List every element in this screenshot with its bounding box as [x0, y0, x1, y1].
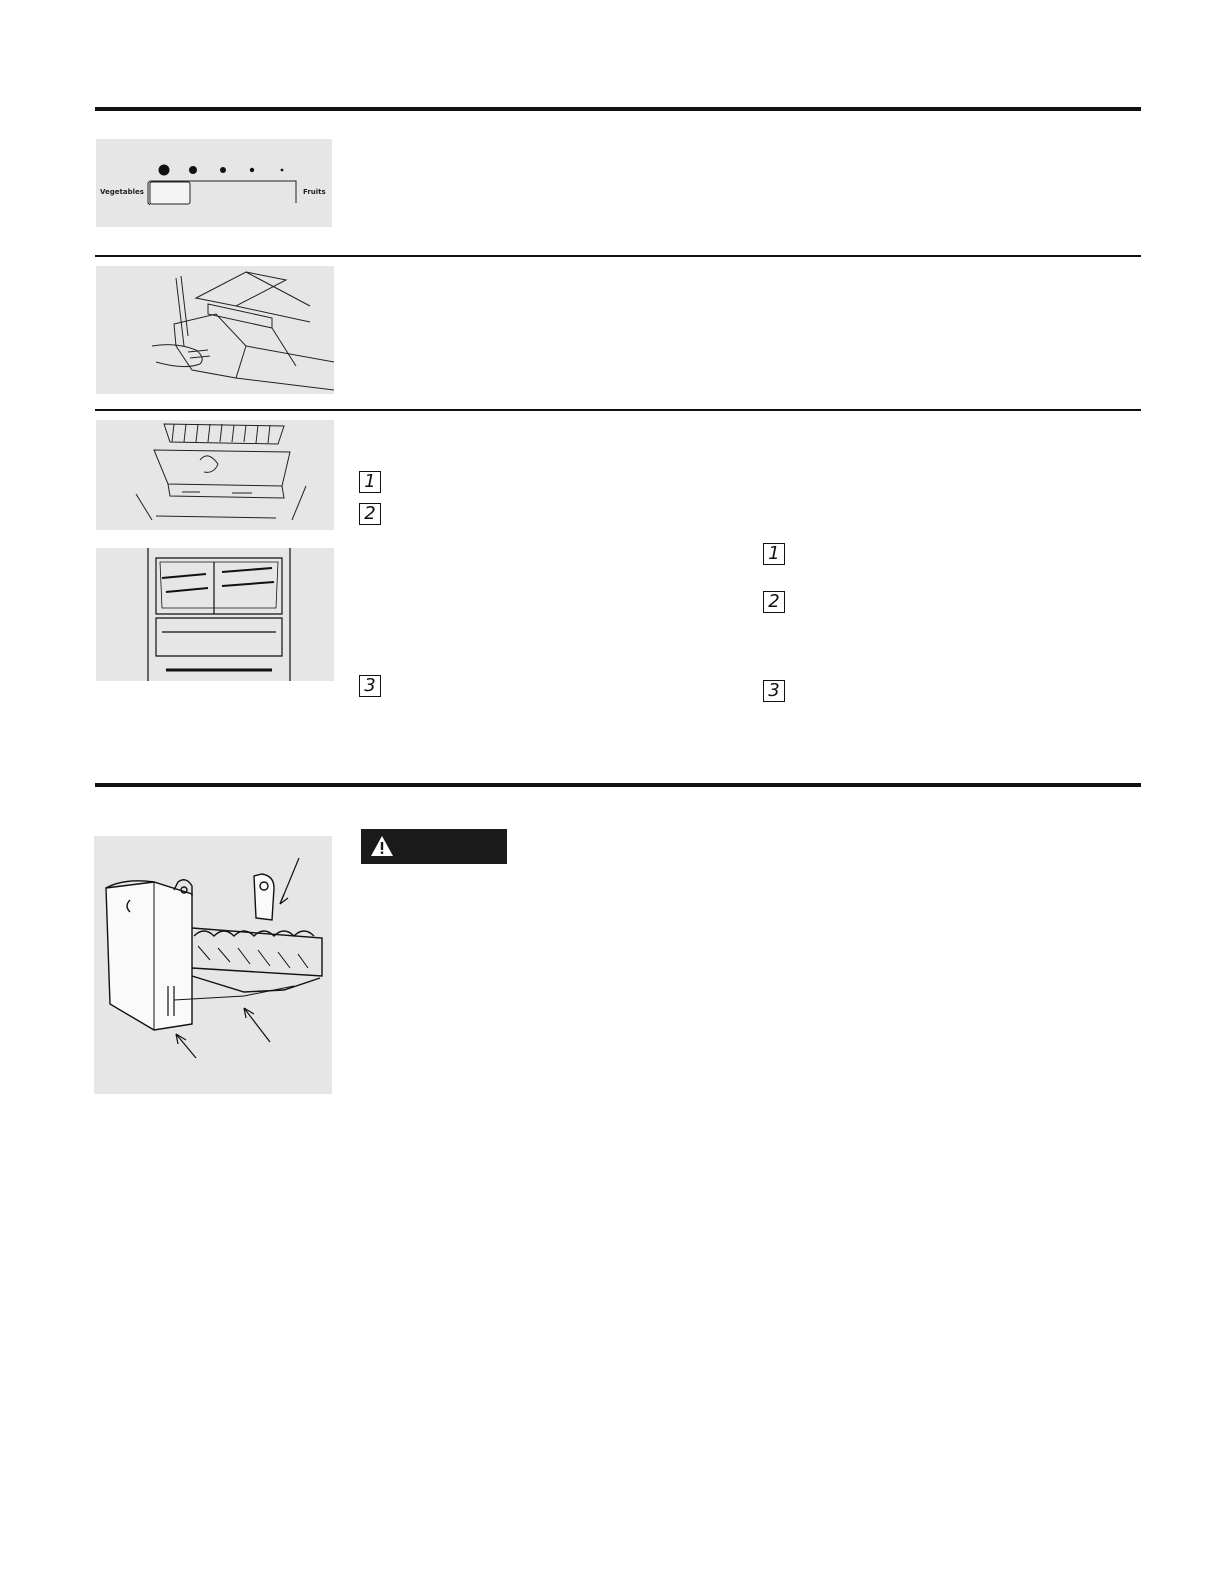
humidity-control-illustration: [96, 139, 332, 227]
step-number-right-2: 2: [763, 591, 785, 613]
humidity-dot-4: [250, 168, 254, 172]
icemaker-illustration: [94, 836, 332, 1094]
section-rule-4: [95, 783, 1141, 787]
humidity-dot-2: [189, 166, 197, 174]
step-number-left-1: 1: [359, 471, 381, 493]
drawer-front-illustration: [96, 548, 334, 681]
step-number-left-3: 3: [359, 675, 381, 697]
slider-knob: [150, 182, 190, 204]
section-rule-top: [95, 107, 1141, 111]
vegetables-label: Vegetables: [100, 188, 144, 196]
section-rule-3: [95, 409, 1141, 411]
drawer-cover-illustration: [96, 420, 334, 530]
fruits-label: Fruits: [303, 188, 326, 196]
warning-triangle-icon: [369, 834, 395, 858]
step-number-right-3: 3: [763, 680, 785, 702]
warning-banner: [361, 829, 507, 864]
drawer-removal-illustration: [96, 266, 334, 394]
step-number-right-1: 1: [763, 543, 785, 565]
step-number-left-2: 2: [359, 503, 381, 525]
section-rule-2: [95, 255, 1141, 257]
humidity-dot-3: [220, 167, 226, 173]
humidity-dot-1: [159, 165, 170, 176]
humidity-dot-5: [281, 169, 284, 172]
